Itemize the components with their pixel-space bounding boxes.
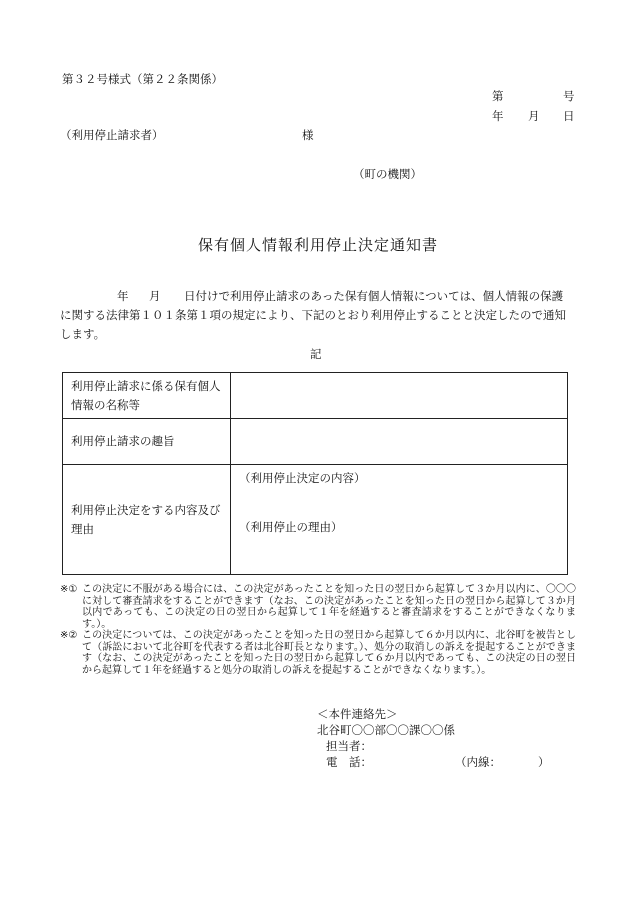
date-month: 月 <box>528 109 540 123</box>
row3-label-b: 理由 <box>71 521 94 536</box>
contact-heading: ＜本件連絡先＞ <box>317 707 398 721</box>
note-text: この決定については、この決定があったことを知った日の翌日から起算して６か月以内に、北谷町を被告として（訴訟において北谷町を代表する者は北谷町長となります。）、処分の取消しの訴えを提起することができます（なお、この決定があったことを知った日の翌日から起算して６か月以内であっても、この決定の日の翌日から起算して１年を経過すると処分の取消しの訴えを提起することができなくなります。）。 <box>82 630 576 676</box>
table-row <box>63 373 568 419</box>
contact-extension-close: ） <box>538 755 550 769</box>
form-number: 第３２号様式（第２２条関係） <box>62 72 223 86</box>
contact-person-label: 担当者： <box>326 739 372 753</box>
table-label-cell <box>63 373 231 419</box>
row2-label: 利用停止請求の趣旨 <box>71 434 175 448</box>
addressee-honorific: 様 <box>302 128 314 142</box>
row3-label-a: 利用停止決定をする内容及び <box>71 502 221 517</box>
body-month: 月 <box>149 289 161 303</box>
doc-number-prefix: 第 <box>492 89 504 103</box>
addressee-label: （利用停止請求者） <box>60 128 164 142</box>
note-text: この決定に不服がある場合には、この決定があったことを知った日の翌日から起算して３か月以内に、〇〇〇に対して審査請求をすることができます（なお、この決定があったことを知った日の翌日から起算して３か月以内であっても、この決定の日の翌日から起算して１年を経過すると審査請求をすることができなくなります。）。 <box>82 584 576 630</box>
table-label-cell <box>63 419 231 465</box>
table-row <box>63 465 568 575</box>
document-title: 保有個人情報利用停止決定通知書 <box>198 236 439 254</box>
body-line-3: します。 <box>60 327 106 341</box>
table-label-cell <box>63 465 231 575</box>
doc-number-suffix: 号 <box>563 89 575 103</box>
contact-department: 北谷町〇〇部〇〇課〇〇係 <box>317 723 455 737</box>
date-day: 日 <box>563 109 575 123</box>
contact-phone-label: 電 話： <box>326 755 372 769</box>
body-line-1: 日付けで利用停止請求のあった保有個人情報については、個人情報の保護 <box>184 289 564 303</box>
row3-content-b: （利用停止の理由） <box>239 520 343 534</box>
note-1 <box>60 584 576 630</box>
contact-extension-label: （内線： <box>455 755 501 769</box>
ki-heading: 記 <box>310 347 322 361</box>
table-value-cell <box>231 373 568 419</box>
note-2 <box>60 630 576 676</box>
body-year: 年 <box>117 289 129 303</box>
date-year: 年 <box>492 109 504 123</box>
table-value-cell <box>231 419 568 465</box>
sender-label: （町の機関） <box>353 167 422 181</box>
table-value-cell <box>231 465 568 575</box>
row1-label-a: 利用停止請求に係る保有個人 <box>71 378 221 393</box>
row1-label-b: 情報の名称等 <box>71 397 140 412</box>
note-mark: ※② <box>60 630 78 641</box>
info-table <box>62 372 568 575</box>
body-line-2: に関する法律第１０１条第１項の規定により、下記のとおり利用停止することと決定したので通知 <box>60 308 566 322</box>
row3-content-a: （利用停止決定の内容） <box>239 471 366 485</box>
note-mark: ※① <box>60 584 78 595</box>
table-row <box>63 419 568 465</box>
